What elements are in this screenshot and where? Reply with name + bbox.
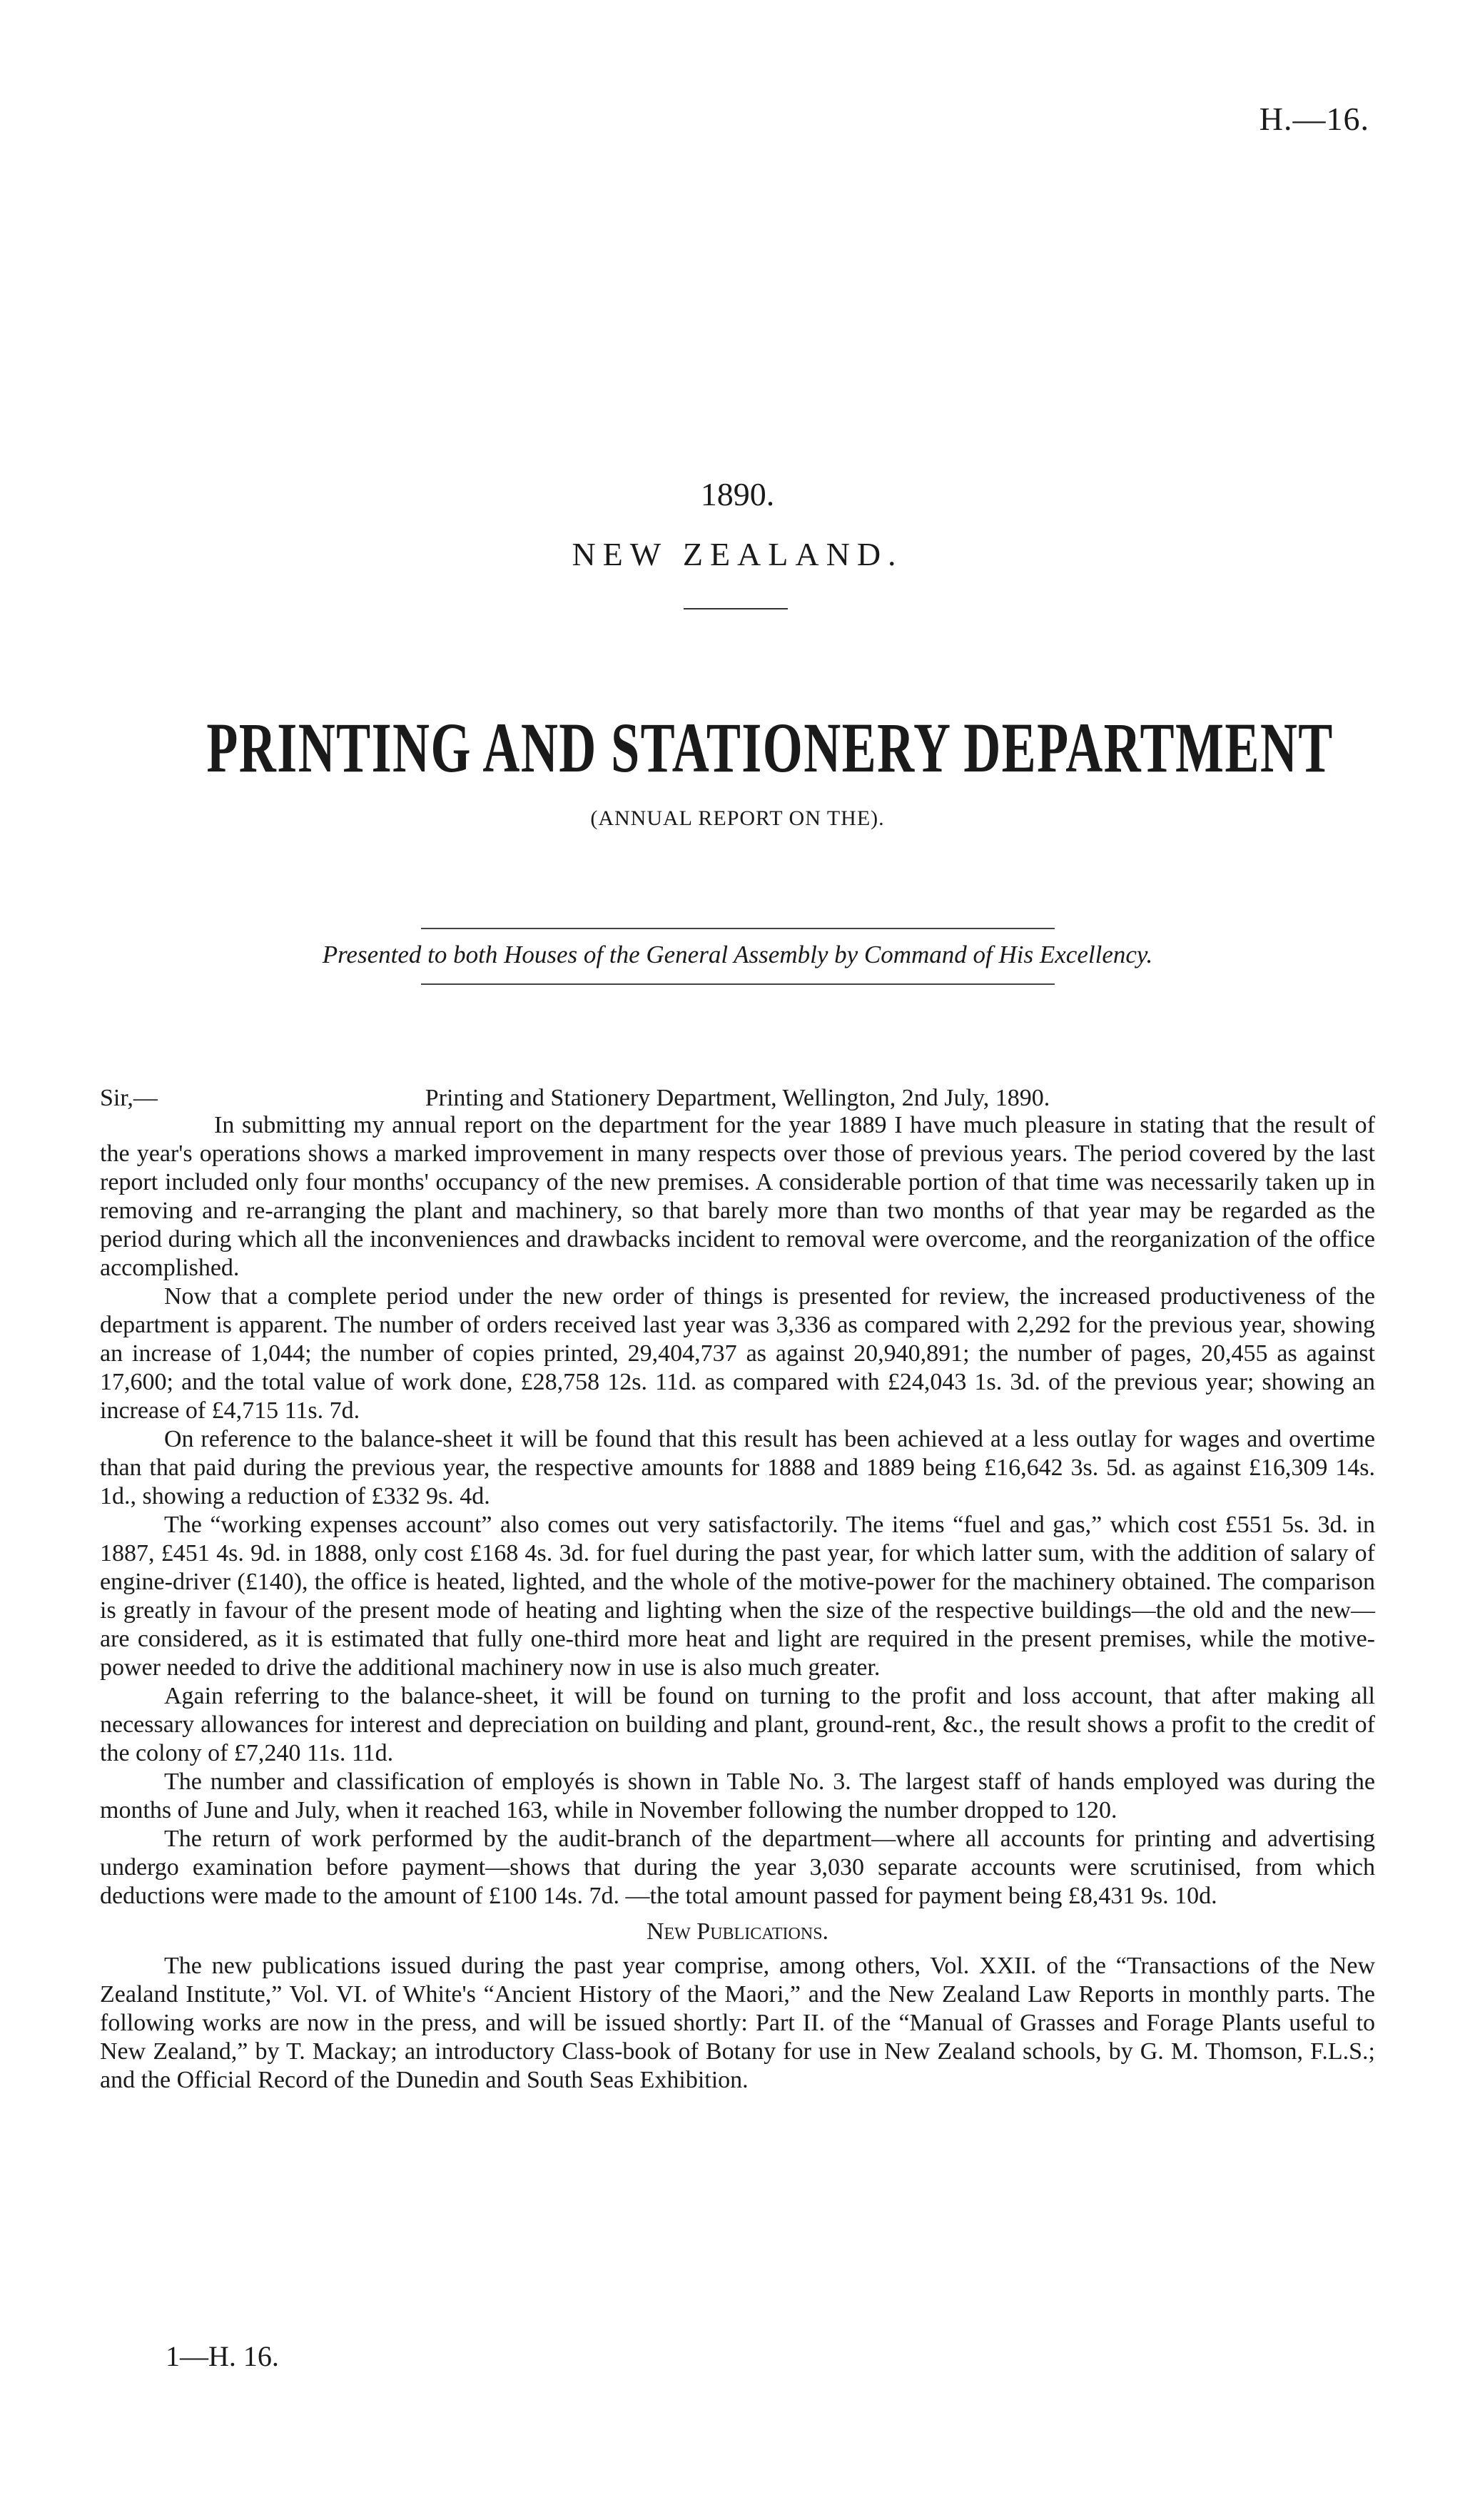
paragraph-employes: The number and classification of employés is shown in Table No. 3. The largest staff of hands employed was during the months of June and July, when it reached 163, while in November following the number dropped to 120. — [100, 1768, 1375, 1823]
report-year: 1890. — [700, 476, 775, 512]
paragraph-submission: In submitting my annual report on the department for the year 1889 I have much pleasure in stating that the result of the year's operations shows a marked improvement in many respects over those of previous years. The period covered by the last report included only four months' occupancy of the new premises. A considerable portion of that time was necessarily taken up in removing and re-arranging the plant and machinery, so that barely more than two months of that year may be regarded as the period during which all the inconveniences and drawbacks incident to removal were overcome, and the reorganization of the office accomplished. — [100, 1112, 1375, 1281]
letter-salutation: Sir,— — [100, 1085, 158, 1111]
signature-mark: 1—H. 16. — [166, 2340, 279, 2372]
page-subtitle: (ANNUAL REPORT ON THE). — [590, 806, 885, 830]
paragraph-balance-sheet: On reference to the balance-sheet it will be found that this result has been achieved at a less outlay for wages and overtime than that paid during the previous year, the respective amounts for 1888 and 1889 being £16,642 3s. 5d. as against £16,309 14s. 1d., showing a reduction of £332 9s. 4d. — [100, 1426, 1375, 1509]
paragraph-audit: The return of work performed by the audit-branch of the department—where all accounts for printing and advertising undergo examination before payment—shows that during the year 3,030 separate accounts were scrutinised, from which deductions were made to the amount of £100 14s. 7d. —the total amount passed for payment being £8,431 9s. 10d. — [100, 1826, 1375, 1909]
page-identifier: H.—16. — [1259, 101, 1369, 137]
presented-rule-top — [421, 928, 1055, 929]
section-heading-new-publications: New Publications. — [646, 1918, 829, 1945]
page-title: PRINTING AND STATIONERY DEPARTMENT — [206, 708, 1334, 787]
letter-address: Printing and Stationery Department, Wellington, 2nd July, 1890. — [425, 1085, 1050, 1111]
paragraph-working-expenses: The “working expenses account” also comes out very satisfactorily. The items “fuel and gas,” which cost £551 5s. 3d. in 1887, £451 4s. 9d. in 1888, only cost £168 4s. 3d. for fuel during the past year, for which latter sum, with the addition of salary of engine-driver (£140), the office is heated, lighted, and the whole of the motive-power for the machinery obtained. The comparison is greatly in favour of the present mode of heating and lighting when the size of the respective buildings—the old and the new—are considered, as it is estimated that fully one-third more heat and light are required in the present premises, while the motive-power needed to drive the additional machinery now in use is also much greater. — [100, 1512, 1375, 1681]
presented-rule-bottom — [421, 983, 1055, 985]
title-divider — [684, 608, 788, 609]
paragraph-new-publications: The new publications issued during the past year comprise, among others, Vol. XXII. of the “Transactions of the New Zealand Institute,” Vol. VI. of White's “Ancient History of the Maori,” and the New Zealand Law Reports in monthly parts. The following works are now in the press, and will be issued shortly: Part II. of the “Manual of Grasses and Forage Plants useful to New Zealand,” by T. Mackay; an introductory Class-book of Botany for use in New Zealand schools, by G. M. Thomson, F.L.S.; and the Official Record of the Dunedin and South Seas Exhibition. — [100, 1953, 1375, 2093]
letter-body — [100, 1111, 1375, 2095]
country-heading: NEW ZEALAND. — [572, 536, 903, 572]
paragraph-productiveness: Now that a complete period under the new order of things is presented for review, the increased productiveness of the department is apparent. The number of orders received last year was 3,336 as compared with 2,292 for the previous year, showing an increase of 1,044; the number of copies printed, 29,404,737 as against 20,940,891; the number of pages, 20,455 as against 17,600; and the total value of work done, £28,758 12s. 11d. as compared with £24,043 1s. 3d. of the previous year; showing an increase of £4,715 11s. 7d. — [100, 1283, 1375, 1424]
paragraph-profit: Again referring to the balance-sheet, it will be found on turning to the profit and loss account, that after making all necessary allowances for interest and depreciation on building and plant, ground-rent, &c., the result shows a profit to the credit of the colony of £7,240 11s. 11d. — [100, 1683, 1375, 1766]
presented-line: Presented to both Houses of the General Assembly by Command of His Excellency. — [322, 941, 1153, 968]
